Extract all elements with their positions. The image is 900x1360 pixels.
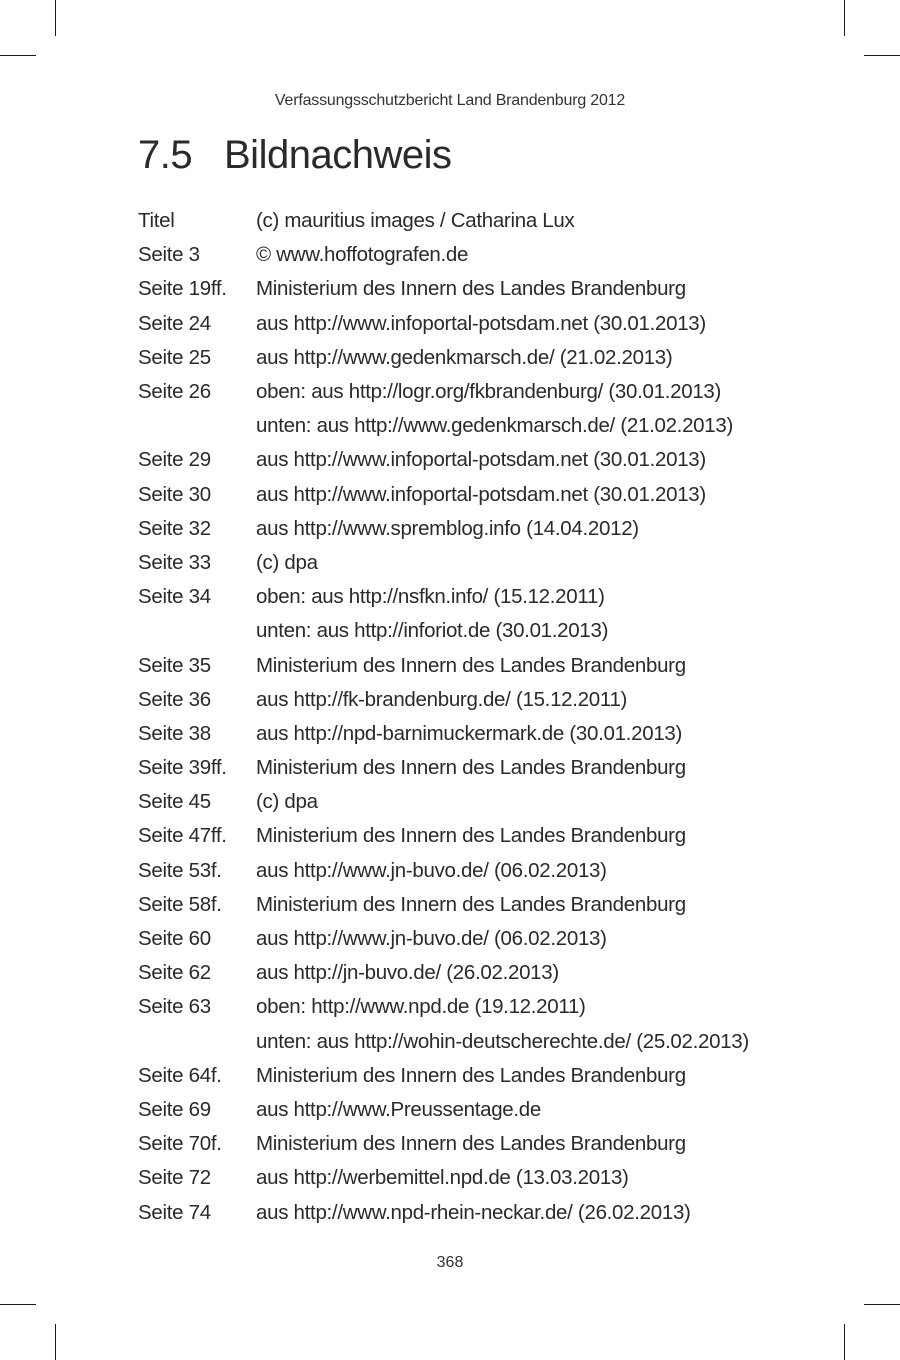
credit-row — [138, 785, 838, 819]
credit-row — [138, 819, 838, 853]
crop-mark — [0, 1304, 36, 1305]
credit-page: Seite 26 — [138, 380, 211, 404]
credit-source: Ministerium des Innern des Landes Brandenburg — [256, 892, 686, 916]
credit-source: aus http://fk-brandenburg.de/ (15.12.2011) — [256, 687, 628, 711]
credit-source: unten: aus http://inforiot.de (30.01.2013) — [256, 619, 609, 643]
credit-source: Ministerium des Innern des Landes Brandenburg — [256, 653, 686, 677]
credit-source: oben: aus http://nsfkn.info/ (15.12.2011) — [256, 585, 605, 609]
credit-source: aus http://www.jn-buvo.de/ (06.02.2013) — [256, 858, 607, 882]
section-heading — [138, 133, 451, 178]
credit-row — [138, 854, 838, 888]
credit-source: oben: http://www.npd.de (19.12.2011) — [256, 995, 586, 1019]
crop-mark — [864, 1304, 900, 1305]
credit-page: Seite 32 — [138, 516, 211, 540]
credit-row — [138, 580, 838, 614]
credit-row — [138, 1025, 838, 1059]
credit-page: Seite 62 — [138, 961, 211, 985]
credit-page: Seite 60 — [138, 927, 211, 951]
credit-page: Seite 47ff. — [138, 824, 227, 848]
credit-source: Ministerium des Innern des Landes Brandenburg — [256, 1063, 686, 1087]
credit-source: aus http://www.spremblog.info (14.04.2012) — [256, 516, 639, 540]
credit-source: unten: aus http://wohin-deutscherechte.de/ (25.02.2013) — [256, 1029, 749, 1053]
credit-row — [138, 717, 838, 751]
credit-page: Seite 30 — [138, 482, 211, 506]
credit-page: Seite 3 — [138, 243, 200, 267]
credit-source: (c) dpa — [256, 550, 318, 574]
credit-row — [138, 990, 838, 1024]
crop-mark — [55, 1324, 56, 1360]
credit-page: Seite 19ff. — [138, 277, 227, 301]
credit-page: Seite 53f. — [138, 858, 222, 882]
credit-row — [138, 1127, 838, 1161]
credit-page: Seite 39ff. — [138, 756, 227, 780]
crop-mark — [844, 1324, 845, 1360]
credit-page: Seite 69 — [138, 1097, 211, 1121]
section-number: 7.5 — [138, 133, 193, 177]
credit-row — [138, 546, 838, 580]
credit-source: aus http://jn-buvo.de/ (26.02.2013) — [256, 961, 559, 985]
credit-source: Ministerium des Innern des Landes Brandenburg — [256, 824, 686, 848]
credit-page: Seite 72 — [138, 1166, 211, 1190]
credit-page: Seite 25 — [138, 345, 211, 369]
credit-row — [138, 614, 838, 648]
crop-mark — [844, 0, 845, 36]
credit-source: aus http://www.infoportal-potsdam.net (30.01.2013) — [256, 448, 706, 472]
credit-page: Seite 70f. — [138, 1132, 222, 1156]
credit-source: (c) dpa — [256, 790, 318, 814]
credit-row — [138, 409, 838, 443]
credit-page: Titel — [138, 209, 175, 233]
section-title: Bildnachweis — [224, 133, 452, 177]
credit-page: Seite 45 — [138, 790, 211, 814]
page-number: 368 — [436, 1254, 464, 1271]
credit-page: Seite 36 — [138, 687, 211, 711]
credit-source: aus http://www.gedenkmarsch.de/ (21.02.2013) — [256, 345, 673, 369]
credit-row — [138, 204, 838, 238]
credit-row — [138, 751, 838, 785]
credit-row — [138, 478, 838, 512]
credit-page: Seite 38 — [138, 721, 211, 745]
crop-mark — [864, 55, 900, 56]
running-header: Verfassungsschutzbericht Land Brandenburg 2012 — [274, 92, 626, 109]
credit-row — [138, 375, 838, 409]
credit-source: aus http://npd-barnimuckermark.de (30.01.2013) — [256, 721, 683, 745]
credit-row — [138, 272, 838, 306]
credit-source: aus http://werbemittel.npd.de (13.03.2013) — [256, 1166, 629, 1190]
credit-row — [138, 238, 838, 272]
credit-page: Seite 35 — [138, 653, 211, 677]
credit-page: Seite 33 — [138, 550, 211, 574]
credit-source: aus http://www.infoportal-potsdam.net (30.01.2013) — [256, 482, 706, 506]
credit-row — [138, 888, 838, 922]
credit-page: Seite 34 — [138, 585, 211, 609]
crop-mark — [55, 0, 56, 36]
credit-page: Seite 64f. — [138, 1063, 222, 1087]
credits-list — [138, 204, 838, 1230]
credit-row — [138, 512, 838, 546]
credit-row — [138, 1093, 838, 1127]
credit-page: Seite 63 — [138, 995, 211, 1019]
credit-row — [138, 1059, 838, 1093]
credit-source: unten: aus http://www.gedenkmarsch.de/ (21.02.2013) — [256, 414, 734, 438]
credit-row — [138, 956, 838, 990]
credit-row — [138, 443, 838, 477]
credit-row — [138, 648, 838, 682]
credit-page: Seite 74 — [138, 1200, 211, 1224]
credit-source: Ministerium des Innern des Landes Brandenburg — [256, 756, 686, 780]
credit-source: aus http://www.npd-rhein-neckar.de/ (26.02.2013) — [256, 1200, 691, 1224]
credit-row — [138, 1161, 838, 1195]
credit-source: aus http://www.Preussentage.de — [256, 1097, 542, 1121]
credit-source: © www.hoffotografen.de — [256, 243, 469, 267]
credit-page: Seite 58f. — [138, 892, 222, 916]
crop-mark — [0, 55, 36, 56]
credit-page: Seite 29 — [138, 448, 211, 472]
credit-source: (c) mauritius images / Catharina Lux — [256, 209, 575, 233]
credit-row — [138, 341, 838, 375]
credit-row — [138, 683, 838, 717]
credit-source: aus http://www.infoportal-potsdam.net (30.01.2013) — [256, 311, 706, 335]
credit-source: aus http://www.jn-buvo.de/ (06.02.2013) — [256, 927, 607, 951]
credit-row — [138, 1195, 838, 1229]
credit-row — [138, 922, 838, 956]
credit-source: Ministerium des Innern des Landes Brandenburg — [256, 1132, 686, 1156]
credit-source: Ministerium des Innern des Landes Brandenburg — [256, 277, 686, 301]
credit-page: Seite 24 — [138, 311, 211, 335]
credit-row — [138, 307, 838, 341]
credit-source: oben: aus http://logr.org/fkbrandenburg/ (30.01.2013) — [256, 380, 722, 404]
